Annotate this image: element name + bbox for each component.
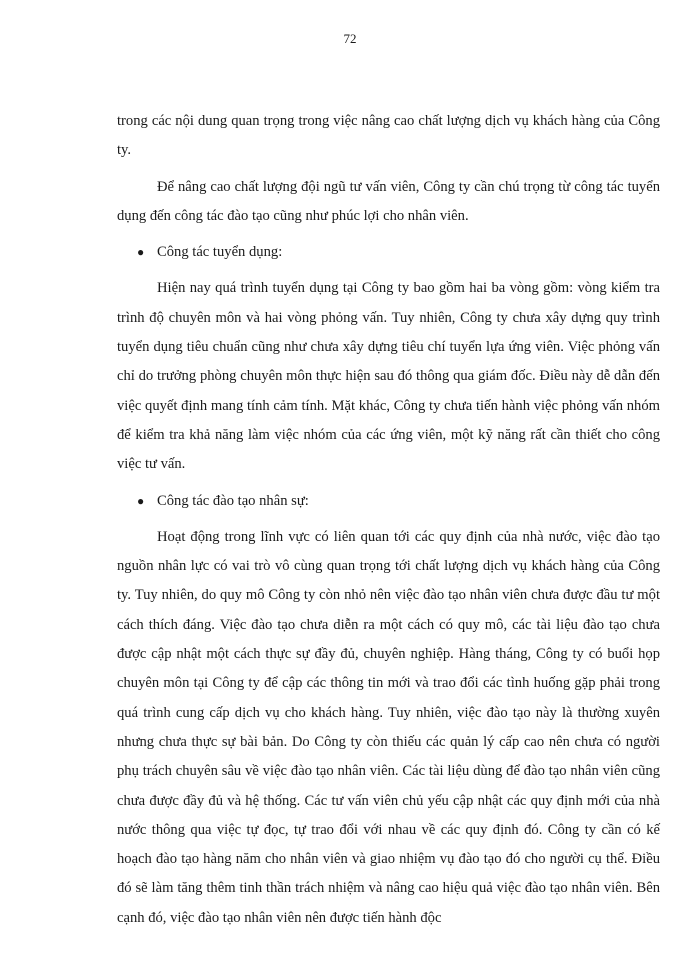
bullet-recruitment-label: Công tác tuyển dụng: (157, 244, 283, 261)
bullet-training-label: Công tác đào tạo nhân sự: (157, 492, 309, 509)
paragraph-training: Hoạt động trong lĩnh vực có liên quan tới các quy định của nhà nước, việc đào tạo nguồn nhân lực có vai trò vô cùng quan trọng tới chất lượng dịch vụ khách hàng của Công ty. Tuy nhiên, do quy mô Công ty còn nhỏ nên việc đào tạo nhân viên chưa được đầu tư một cách thích đáng. Việc đào tạo chưa diễn ra một cách có quy mô, các tài liệu đào tạo chưa được cập nhật một cách thực sự đầy đủ, chuyên nghiệp. Hàng tháng, Công ty có buổi họp chuyên môn tại Công ty để cập các thông tin mới và trao đổi các tình huống gặp phải trong quá trình cung cấp dịch vụ cho khách hàng. Tuy nhiên, việc đào tạo này là thường xuyên nhưng chưa thực sự bài bản. Do Công ty còn thiếu các quản lý cấp cao nên chưa có người phụ trách chuyên sâu về việc đào tạo nhân viên. Các tài liệu dùng để đào tạo nhân viên cũng chưa được đầy đủ và hệ thống. Các tư vấn viên chủ yếu cập nhật các quy định mới của nhà nước thông qua việc tự đọc, tự trao đổi với nhau về các quy định đó. Công ty cần có kế hoạch đào tạo hàng năm cho nhân viên và giao nhiệm vụ đào tạo đó cho người cụ thể. Điều đó sẽ làm tăng thêm tinh thần trách nhiệm và nâng cao hiệu quả việc đào tạo nhân viên. Bên cạnh đó, việc đào tạo nhân viên nên được tiến hành độc (117, 528, 660, 926)
paragraph-recruitment: Hiện nay quá trình tuyển dụng tại Công ty bao gồm hai ba vòng gồm: vòng kiểm tra trình độ chuyên môn và hai vòng phỏng vấn. Tuy nhiên, Công ty chưa xây dựng quy trình tuyển dụng tiêu chuẩn cũng như chưa xây dựng tiêu chí tuyển lựa ứng viên. Việc phỏng vấn chỉ do trưởng phòng chuyên môn thực hiện sau đó thông qua giám đốc. Điều này dễ dẫn đến việc quyết định mang tính cảm tính. Mặt khác, Công ty chưa tiến hành việc phỏng vấn nhóm để kiểm tra khả năng làm việc nhóm của các ứng viên, một kỹ năng rất cần thiết cho công việc tư vấn. (117, 280, 660, 473)
page-number: 72 (343, 31, 357, 46)
bullet-dot-icon: ● (137, 493, 145, 508)
paragraph-continuation: trong các nội dung quan trọng trong việc nâng cao chất lượng dịch vụ khách hàng của Công ty. (117, 113, 660, 159)
bullet-dot-icon: ● (137, 245, 145, 260)
paragraph-staff-quality: Để nâng cao chất lượng đội ngũ tư vấn viên, Công ty cần chú trọng từ công tác tuyển dụng đến công tác đào tạo cũng như phúc lợi cho nhân viên. (117, 178, 660, 224)
bullet-recruitment (117, 238, 660, 267)
document-body (117, 107, 660, 940)
bullet-training (117, 487, 660, 516)
